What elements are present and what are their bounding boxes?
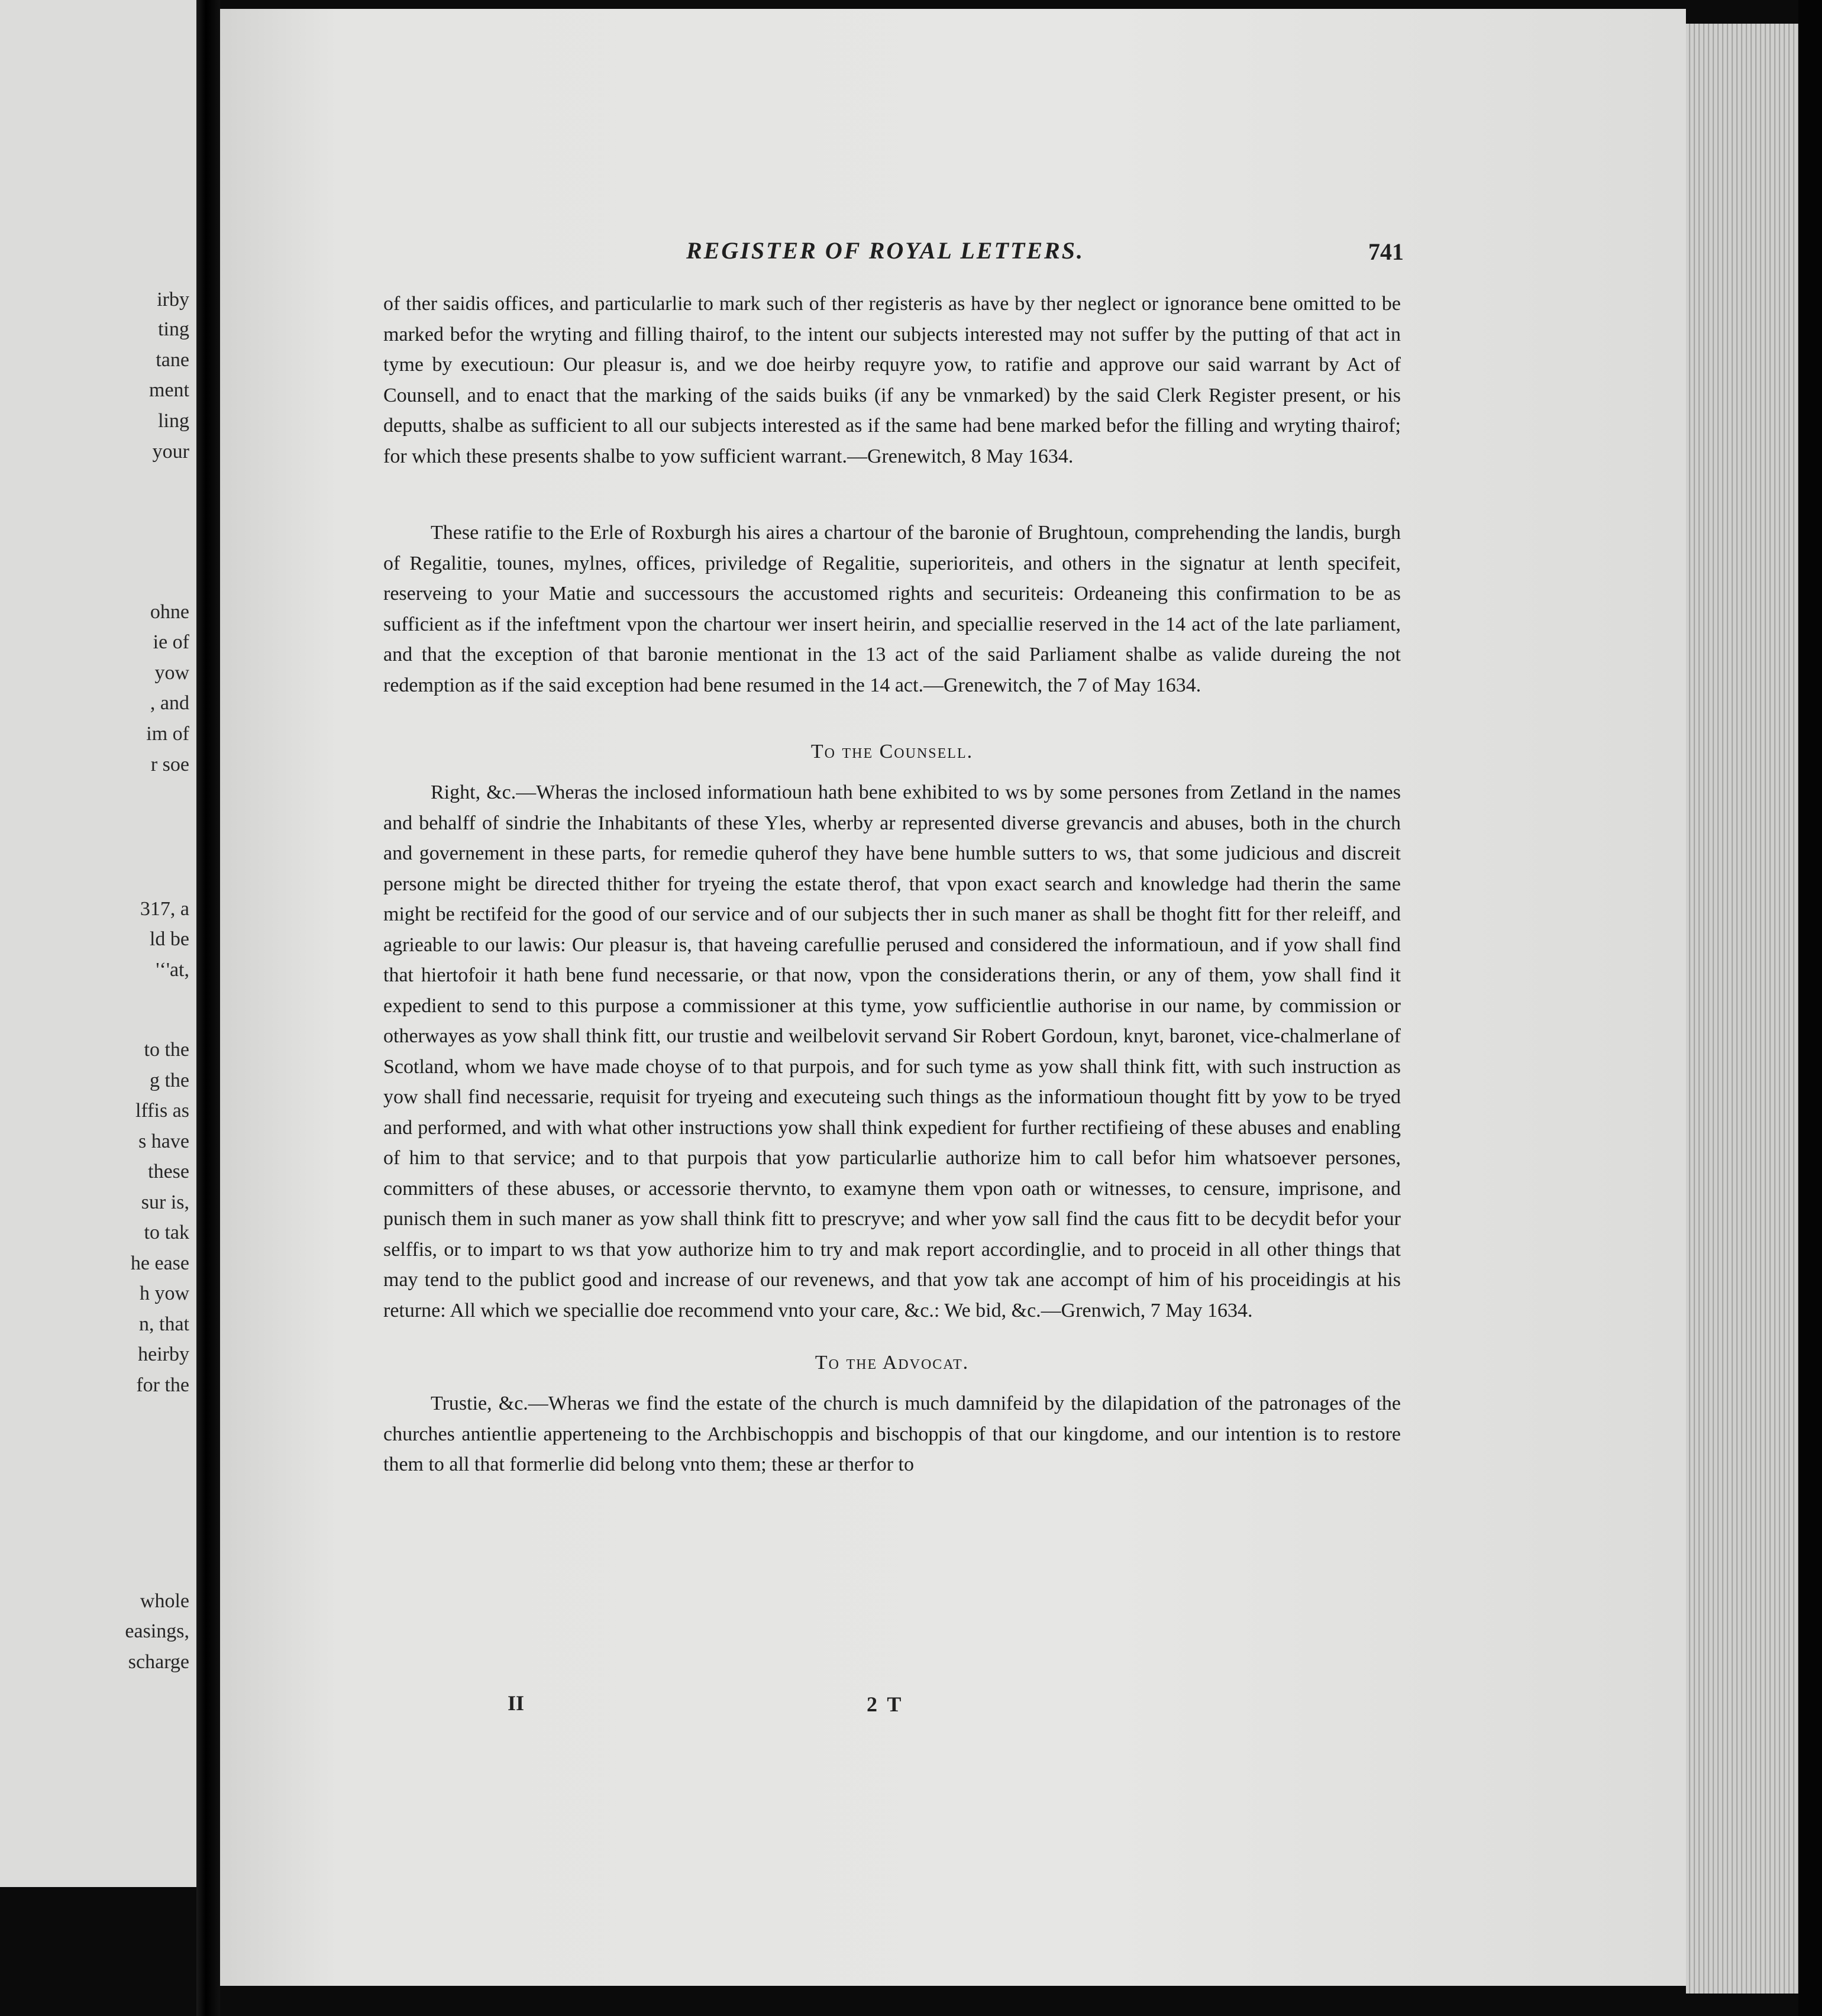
left-page-fragment: r soe (150, 754, 189, 776)
page-number: 741 (1368, 238, 1404, 265)
left-page-fragment: for the (136, 1374, 189, 1396)
left-page-fragment: irby (157, 289, 189, 311)
left-page-fragment: yow (154, 662, 189, 684)
left-page-fragment: to tak (144, 1222, 189, 1243)
left-page-fragment: lffis as (135, 1100, 189, 1122)
left-page-strip (0, 0, 196, 1887)
left-page-fragment: heirby (138, 1343, 189, 1365)
left-page-fragment: sur is, (141, 1191, 189, 1213)
paragraph-ratification: These ratifie to the Erle of Roxburgh his aires a chartour of the baronie of Brughtoun, comprehending the landis, burgh of Regalitie, tounes, mylnes, offices, priviledge of Regalitie, superioriteis, and others in the signatur at lenth specifeit, reserveing to your Matie and successours the accustomed rights and securiteis: Ordeaneing this confirmation to be as sufficient as if the infeftment vpon the chartour wer insert heirin, and speciallie reserved in the 14 act of the late parliament, and that the exception of that baronie mentionat in the 13 act of the said Parliament shalbe as valide dureing the not redemption as if the said exception had bene resumed in the 14 act.—Grenewitch, the 7 of May 1634. (383, 522, 1401, 696)
paragraph-warrant: of ther saidis offices, and particularlie to mark such of ther registeris as have by ther neglect or ignorance bene omitted to be marked befor the wryting and filling thairof, to the intent our subjects interested may not suffer by the putting of that act in tyme by executioun: Our pleasur is, and we doe heirby requyre yow, to ratifie and approve our said warrant by Act of Counsell, and to enact that the marking of the saids buiks (if any be vnmarked) by the said Clerk Register present, or his deputts, shalbe as sufficient to all our subjects interested as if the same had bene marked befor the filling and wryting thairof; for which these presents shalbe to yow sufficient warrant.—Grenewitch, 8 May 1634. (383, 293, 1401, 467)
left-page-fragment: n, that (139, 1313, 189, 1335)
left-page-fragment: , and (150, 692, 189, 714)
signature-gathering: 2 T (867, 1692, 904, 1716)
left-page-fragment: s have (138, 1130, 189, 1152)
left-page-fragment: ting (158, 318, 189, 340)
left-page-fragment: these (148, 1161, 189, 1183)
left-page-fragments (0, 0, 196, 1887)
left-page-fragment: im of (146, 723, 189, 745)
left-page-fragment: easings, (125, 1620, 189, 1642)
left-page-fragment: ie of (153, 631, 189, 653)
left-page-fragment: whole (140, 1590, 189, 1612)
left-page-fragment: ohne (150, 601, 189, 623)
left-page-fragment: ling (158, 410, 189, 432)
left-page-fragment: ld be (149, 928, 189, 950)
left-page-fragment: 317, a (140, 898, 189, 920)
left-page-fragment: he ease (130, 1252, 189, 1274)
book-gutter (196, 0, 220, 2016)
page-edges (1686, 24, 1798, 1994)
left-page-fragment: h yow (139, 1282, 189, 1304)
left-page-fragment: ment (149, 379, 189, 401)
section-heading-counsell: To the Counsell. (810, 741, 974, 763)
section-heading-advocat: To the Advocat. (815, 1352, 970, 1374)
left-page-fragment: g the (149, 1070, 189, 1091)
paragraph-advocat-letter: Trustie, &c.—Wheras we find the estate of the church is much damnifeid by the dilapidation of the patronages of the churches antientlie apperteneing to the Archbischoppis and bischoppis of that our kingdome, and our intention is to restore them to all that formerlie did belong vnto them; these ar therfor to (383, 1393, 1401, 1475)
signature-volume: II (508, 1691, 525, 1715)
left-page-fragment: scharge (128, 1651, 189, 1673)
left-page-fragment: your (152, 441, 189, 463)
running-head: REGISTER OF ROYAL LETTERS. (686, 237, 1084, 264)
left-page-fragment: 'ʻ'at, (156, 959, 189, 981)
scan-border (1798, 0, 1822, 2016)
left-page-fragment: to the (144, 1039, 189, 1061)
paragraph-zetland-letter: Right, &c.—Wheras the inclosed informatioun hath bene exhibited to ws by some persones from Zetland in the names and behalff of sindrie the Inhabitants of these Yles, wherby ar represented diverse grevancis and abuses, both in the church and governement in these parts, for remedie quherof they have bene humble sutters to ws, that some judicious and discreit persone might be directed thither for tryeing the estate therof, that vpon exact search and knowledge had therin the same might be rectifeid for the good of our service and of our subjects ther in such maner as shall be thoght fitt for ther releiff, and agrieable to our lawis: Our pleasur is, that haveing carefullie perused and considered the informatioun, and if yow shall find that hiertofoir it hath bene fund necessarie, or that now, vpon the considerations therin, or any of them, yow shall find it expedient to send to this purpose a commissioner at this tyme, yow sufficientlie authorise in our name, by commission or otherwayes as yow shall think fitt, our trustie and weilbelovit servand Sir Robert Gordoun, knyt, baronet, vice-chalmerlane of Scotland, whom we have made choyse of to that purpois, and for such tyme as yow shall think fitt, with such instruction as yow shall find necessarie, requisit for tryeing and executeing such things as the informatioun thought fitt by yow to be tryed and performed, and with what other instructions yow shall think expedient for further rectifieing of these abuses and enabling of him to that service; and to that purpois that yow particularlie authorize him to call befor him whatsoever persones, committers of these abuses, or accessorie thervnto, to examyne them vpon oath or witnesses, to censure, imprisone, and punisch them in such maner as yow shall think fitt to prescryve; and wher yow sall find the caus fitt to be decydit befor your selffis, or to impart to ws that yow authorize him to try and mak report accordinglie, and to proceid in all other things that may tend to the publict good and increase of our revenews, and that yow tak ane accompt of him of his proceidingis at his returne: All which we speciallie doe recommend vnto your care, &c.: We bid, &c.—Grenwich, 7 May 1634. (383, 781, 1401, 1322)
left-page-fragment: tane (156, 349, 189, 371)
main-text (383, 289, 1401, 1480)
